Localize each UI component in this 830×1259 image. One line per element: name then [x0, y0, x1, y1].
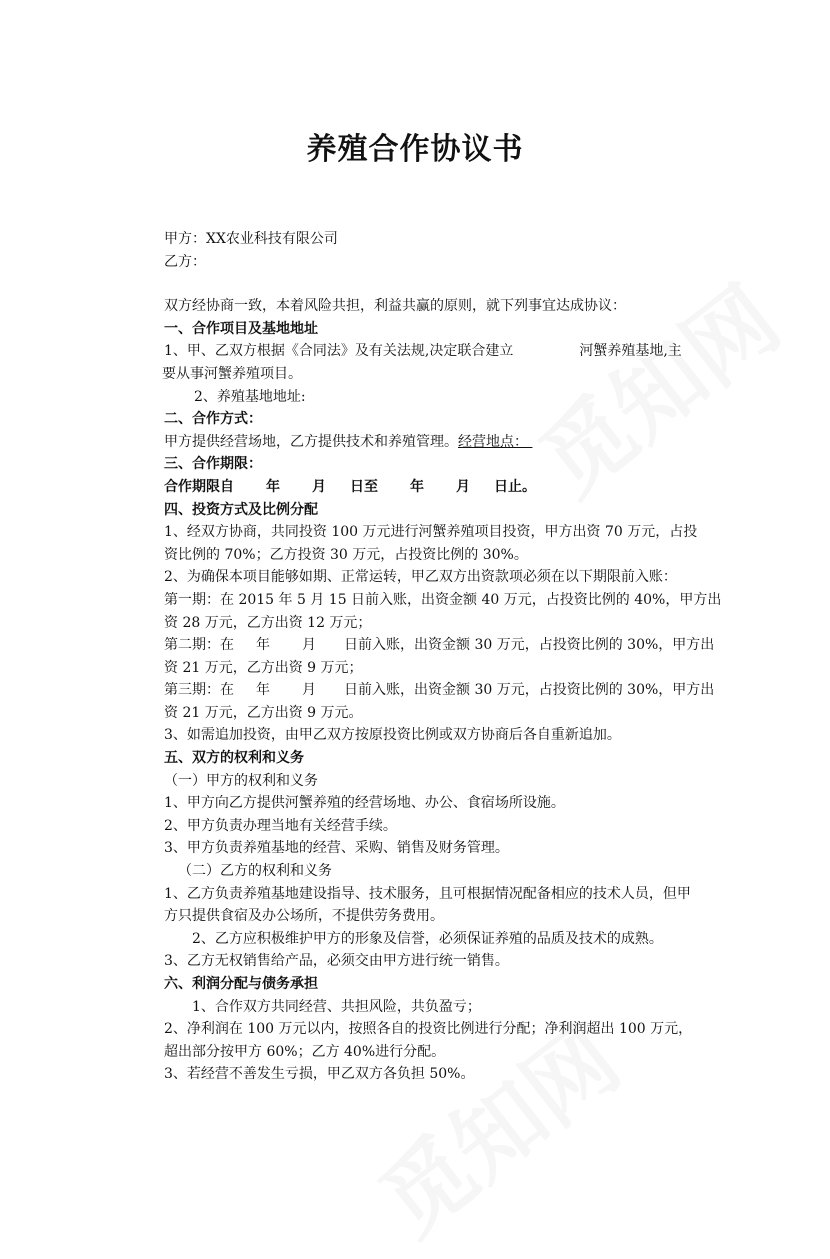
section-heading: 四、投资方式及比例分配	[164, 501, 318, 518]
paragraph	[164, 431, 714, 454]
paragraph	[164, 340, 714, 363]
paragraph: 1、经双方协商，共同投资 100 万元进行河蟹养殖项目投资，甲方出资 70 万元，占投	[164, 524, 698, 541]
paragraph: 1、乙方负责养殖基地建设指导、技术服务，且可根据情况配备相应的技术人员，但甲	[164, 885, 691, 902]
paragraph: 3、若经营不善发生亏损，甲乙双方各负担 50%。	[164, 1066, 475, 1083]
paragraph: 2、净利润在 100 万元以内，按照各自的投资比例进行分配；净利润超出 100 万元，	[164, 1021, 693, 1038]
section-heading: 三、合作期限：	[164, 456, 262, 473]
paragraph: 第一期：在 2015 年 5 月 15 日前入账，出资金额 40 万元，占投资比例的 40%，甲方出	[164, 591, 722, 608]
party-b: 乙方：	[164, 253, 206, 270]
paragraph	[164, 634, 714, 657]
document-body	[162, 228, 722, 1086]
paragraph: 2、为确保本项目能够如期、正常运转，甲乙双方出资款项必须在以下期限前入账：	[164, 569, 677, 586]
text: 第三期：在	[164, 682, 234, 699]
section-heading: 二、合作方式：	[164, 411, 262, 428]
paragraph: 超出部分按甲方 60%；乙方 40%进行分配。	[164, 1043, 446, 1060]
paragraph: 3、甲方负责养殖基地的经营、采购、销售及财务管理。	[164, 840, 509, 857]
paragraph: 1、合作双方共同经营、共担风险，共负盈亏；	[192, 998, 481, 1015]
party-a: 甲方：XX农业科技有限公司	[164, 231, 338, 247]
text: 月	[302, 637, 316, 654]
paragraph: 方只提供食宿及办公场所，不提供劳务费用。	[164, 908, 444, 925]
term-line	[164, 476, 714, 499]
document-title: 养殖合作协议书	[306, 132, 524, 167]
text: 日止。	[494, 478, 536, 495]
paragraph: 3、如需追加投资，由甲乙双方按原投资比例或双方协商后各自重新追加。	[164, 727, 621, 744]
paragraph: 1、甲方向乙方提供河蟹养殖的经营场地、办公、食宿场所设施。	[164, 795, 565, 812]
paragraph: 资 21 万元，乙方出资 9 万元；	[164, 659, 363, 676]
paragraph: 资比例的 70%；乙方投资 30 万元，占投资比例的 30%。	[164, 546, 528, 563]
text: 月	[312, 478, 326, 495]
text: 年	[256, 637, 270, 654]
text: 日前入账，出资金额 30 万元，占投资比例的 30%，甲方出	[344, 682, 715, 699]
text: 年	[410, 478, 424, 495]
paragraph: 3、乙方无权销售给产品，必须交由甲方进行统一销售。	[164, 953, 509, 970]
text: 月	[456, 478, 470, 495]
text: 第二期：在	[164, 637, 234, 654]
underlined-text: 经营地点：	[458, 433, 528, 450]
paragraph: 要从事河蟹养殖项目。	[162, 365, 302, 382]
text: 月	[302, 682, 316, 699]
text: 合作期限自	[164, 478, 234, 495]
paragraph: 资 28 万元，乙方出资 12 万元；	[164, 614, 372, 631]
text: 日前入账，出资金额 30 万元，占投资比例的 30%，甲方出	[344, 637, 715, 654]
subsection-title: （二）乙方的权利和义务	[178, 863, 332, 880]
paragraph: 2、甲方负责办理当地有关经营手续。	[164, 817, 397, 834]
intro: 双方经协商一致，本着风险共担，利益共赢的原则，就下列事宜达成协议：	[164, 298, 626, 315]
paragraph	[164, 679, 714, 702]
paragraph: 资 21 万元，乙方出资 9 万元。	[164, 704, 363, 721]
paragraph: 2、乙方应积极维护甲方的形象及信誉，必须保证养殖的品质及技术的成熟。	[192, 930, 663, 947]
section-heading: 六、利润分配与债务承担	[164, 976, 318, 992]
text: 年	[266, 478, 280, 495]
text: 甲方提供经营场地，乙方提供技术和养殖管理。	[164, 433, 458, 450]
text: 河蟹养殖基地,主	[579, 343, 682, 360]
text: 日至	[350, 478, 378, 495]
section-heading: 一、合作项目及基地地址	[164, 320, 318, 337]
section-heading: 五、双方的权利和义务	[164, 750, 304, 767]
text: 年	[256, 682, 270, 699]
paragraph: 2、养殖基地地址:	[194, 388, 306, 405]
text: 1、甲、乙双方根据《合同法》及有关法规,决定联合建立	[164, 343, 514, 360]
subsection-title: （一）甲方的权利和义务	[164, 772, 318, 789]
